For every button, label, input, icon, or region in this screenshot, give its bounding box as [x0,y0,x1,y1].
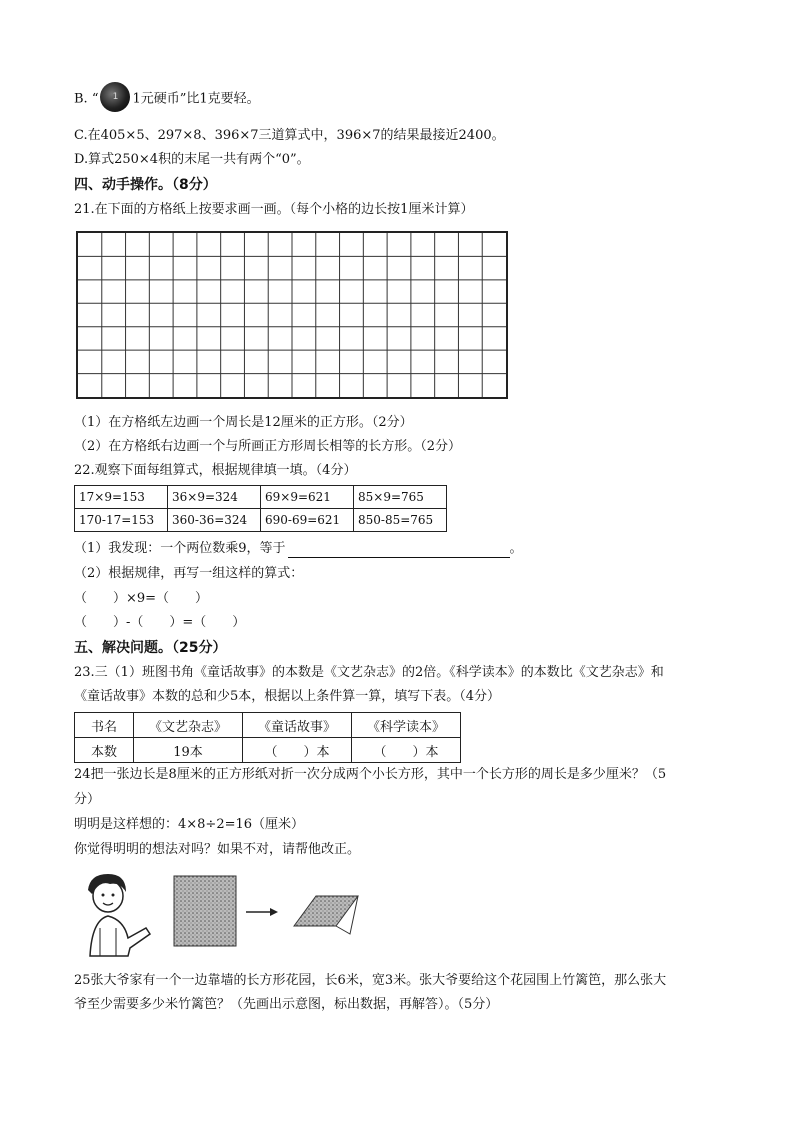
option-b-prefix: B. “ [74,91,99,107]
table-row [75,509,447,532]
option-b-suffix: 1元硬币”比1克要轻。 [132,91,260,107]
table-header-cell: 《科学读本》 [352,713,461,738]
question-21-1: （1）在方格纸左边画一个周长是12厘米的正方形。（2分） [74,415,413,430]
section-4-heading: 四、动手操作。（8分） [74,177,217,193]
pattern-table [74,485,447,532]
equation-blank-2[interactable]: （ ）-（ ）=（ ） [74,615,246,630]
question-24-line-1: 24把一张边长是8厘米的正方形纸对折一次分成两个小长方形，其中一个长方形的周长是多少厘米？（5 [74,767,667,782]
table-cell: 360-36=324 [168,509,261,532]
option-c: C.在405×5、297×8、396×7三道算式中，396×7的结果最接近2400。 [74,128,505,143]
table-header-cell: 《文艺杂志》 [134,713,243,738]
table-cell: 170-17=153 [75,509,168,532]
table-row [75,738,461,763]
question-22: 22.观察下面每组算式，根据规律填一填。（4分） [74,463,357,478]
question-25-line-2: 爷至少需要多少米竹篱笆？（先画出示意图，标出数据，再解答）。（5分） [74,997,499,1012]
question-23-line-1: 23.三（1）班图书角《童话故事》的本数是《文艺杂志》的2倍。《科学读本》的本数比《文艺杂志》和 [74,665,664,680]
equation-blank-1[interactable]: （ ）×9=（ ） [74,591,209,606]
question-22-1-text: （1）我发现：一个两位数乘9，等于 [74,541,286,556]
question-22-2: （2）根据规律，再写一组这样的算式： [74,566,304,581]
question-23-line-2: 《童话故事》本数的总和少5本，根据以上条件算一算，填写下表。（4分） [74,689,501,704]
question-22-1 [74,540,523,558]
table-cell: 850-85=765 [354,509,447,532]
table-cell: 本数 [75,738,134,763]
table-row [75,486,447,509]
question-25-line-1: 25张大爷家有一个一边靠墙的长方形花园，长6米，宽3米。张大爷要给这个花园围上竹篱笆，那么张大 [74,973,667,988]
question-21: 21.在下面的方格纸上按要求画一画。（每个小格的边长按1厘米计算） [74,202,474,217]
question-24-line-3: 明明是这样想的：4×8÷2=16（厘米） [74,817,305,832]
book-table [74,712,461,763]
table-cell: 36×9=324 [168,486,261,509]
arrow-icon [246,908,278,916]
table-row [75,713,461,738]
table-cell: 19本 [134,738,243,763]
table-cell: 690-69=621 [261,509,354,532]
table-cell: 17×9=153 [75,486,168,509]
grid-lines [78,233,506,397]
table-header-cell: 书名 [75,713,134,738]
grid-paper[interactable] [76,231,508,399]
boy-illustration [88,874,150,956]
section-5-heading: 五、解决问题。（25分） [74,640,227,656]
question-24-line-2: 分） [74,792,101,807]
table-cell: 85×9=765 [354,486,447,509]
folded-paper [294,896,358,926]
answer-blank[interactable] [288,543,510,558]
table-cell[interactable]: （ ）本 [243,738,352,763]
table-header-cell: 《童话故事》 [243,713,352,738]
option-d: D.算式250×4积的末尾一共有两个“0”。 [74,152,310,167]
square-paper [174,876,236,946]
question-22-1-end: 。 [509,541,523,556]
folding-illustration [80,868,360,958]
question-21-2: （2）在方格纸右边画一个与所画正方形周长相等的长方形。（2分） [74,439,462,454]
option-b [74,84,260,114]
table-cell[interactable]: （ ）本 [352,738,461,763]
coin-icon: 1 [100,82,130,112]
question-24-line-4: 你觉得明明的想法对吗？如果不对，请帮他改正。 [74,842,361,857]
table-cell: 69×9=621 [261,486,354,509]
